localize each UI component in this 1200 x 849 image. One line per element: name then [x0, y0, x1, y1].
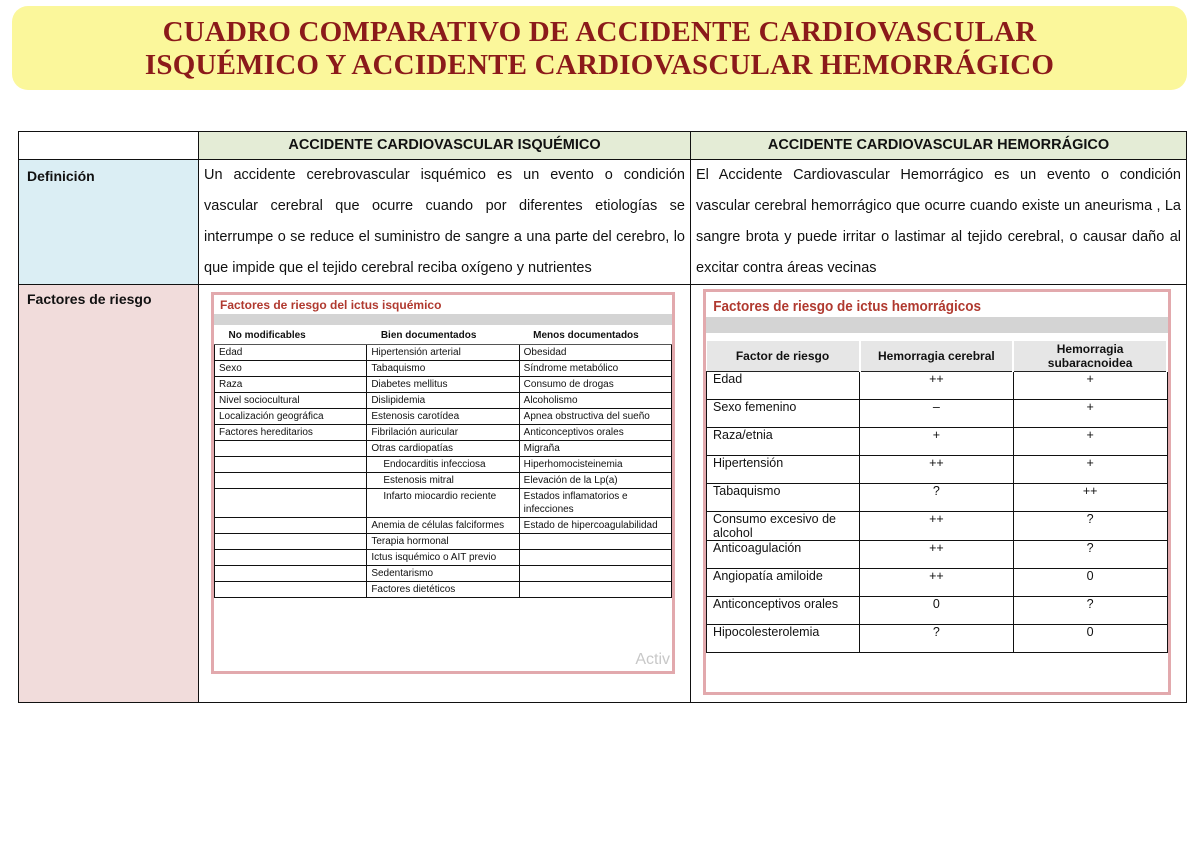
ischemic-table-row: [215, 425, 672, 441]
ischemic-cell: Terapia hormonal: [367, 534, 519, 550]
ischemic-cell: [519, 550, 671, 566]
hemorrhagic-cell: ++: [1013, 484, 1167, 512]
hemorrhagic-header-1: Factor de riesgo: [707, 341, 860, 372]
hemorrhagic-cell: 0: [1013, 625, 1167, 653]
header-isquemico: ACCIDENTE CARDIOVASCULAR ISQUÉMICO: [199, 132, 691, 160]
hemorrhagic-cell: +: [1013, 456, 1167, 484]
ischemic-cell: Elevación de la Lp(a): [519, 473, 671, 489]
ischemic-risk-figure: [211, 292, 675, 674]
ischemic-cell: Anemia de células falciformes: [367, 518, 519, 534]
ischemic-cell: Hiperhomocisteinemia: [519, 457, 671, 473]
ischemic-cell: Estenosis mitral: [367, 473, 519, 489]
ischemic-table-row: [215, 393, 672, 409]
ischemic-cell: Endocarditis infecciosa: [367, 457, 519, 473]
watermark-text: Activ: [635, 651, 670, 668]
ischemic-cell: Otras cardiopatías: [367, 441, 519, 457]
ischemic-table-row: [215, 409, 672, 425]
ischemic-cell: Migraña: [519, 441, 671, 457]
hemorrhagic-risk-figure: [703, 289, 1171, 695]
ischemic-cell: Hipertensión arterial: [367, 345, 519, 361]
ischemic-header-3: Menos documentados: [519, 325, 671, 345]
hemorrhagic-cell: +: [1013, 372, 1167, 400]
hemorrhagic-table-row: [707, 597, 1168, 625]
risk-isquemico-cell: [199, 285, 691, 703]
ischemic-header-1: No modificables: [215, 325, 367, 345]
hemorrhagic-cell: ++: [860, 569, 1014, 597]
definition-isquemico: Un accidente cerebrovascular isquémico es un evento o condición vascular cerebral que ocurre cuando por diferentes etiologías se interrumpe o se reduce el suministro de sangre a una parte del cerebro, lo que impide que el tejido cerebral reciba oxígeno y nutrientes: [199, 160, 691, 285]
ischemic-table-row: [215, 550, 672, 566]
ischemic-cell: Sexo: [215, 361, 367, 377]
ischemic-cell: [215, 441, 367, 457]
ischemic-table-row: [215, 441, 672, 457]
ischemic-cell: Fibrilación auricular: [367, 425, 519, 441]
hemorrhagic-figure-title: Factores de riesgo de ictus hemorrágicos: [713, 298, 982, 315]
hemorrhagic-table-row: [707, 569, 1168, 597]
ischemic-cell: Ictus isquémico o AIT previo: [367, 550, 519, 566]
ischemic-table-row: [215, 582, 672, 598]
hemorrhagic-table-row: [707, 484, 1168, 512]
hemorrhagic-table-row: [707, 541, 1168, 569]
hemorrhagic-cell: Consumo excesivo de alcohol: [707, 512, 860, 541]
hemorrhagic-cell: –: [860, 400, 1014, 428]
hemorrhagic-cell: ?: [1013, 597, 1167, 625]
hemorrhagic-table-row: [707, 428, 1168, 456]
hemorrhagic-cell: ++: [860, 512, 1014, 541]
ischemic-table-row: [215, 361, 672, 377]
ischemic-cell: Sedentarismo: [367, 566, 519, 582]
ischemic-cell: Factores hereditarios: [215, 425, 367, 441]
hemorrhagic-cell: 0: [860, 597, 1014, 625]
ischemic-table-row: [215, 518, 672, 534]
ischemic-cell: [215, 582, 367, 598]
ischemic-cell: Dislipidemia: [367, 393, 519, 409]
ischemic-table-row: [215, 489, 672, 518]
ischemic-cell: Tabaquismo: [367, 361, 519, 377]
hemorrhagic-cell: +: [1013, 400, 1167, 428]
header-hemorragico: ACCIDENTE CARDIOVASCULAR HEMORRÁGICO: [691, 132, 1187, 160]
risk-hemorragico-cell: [691, 285, 1187, 703]
risk-factors-row: [19, 285, 1187, 703]
title-banner: [12, 6, 1187, 90]
title-line-1: CUADRO COMPARATIVO DE ACCIDENTE CARDIOVASCULAR: [162, 16, 1037, 48]
definition-hemorragico: El Accidente Cardiovascular Hemorrágico es un evento o condición vascular cerebral hemorrágico que ocurre cuando existe un aneurisma , La sangre brota y puede irritar o lastimar al tejido cerebral, o causar daño al excitar contra áreas vecinas: [691, 160, 1187, 285]
hemorrhagic-cell: ?: [1013, 512, 1167, 541]
hemorrhagic-cell: Hipertensión: [707, 456, 860, 484]
hemorrhagic-cell: ++: [860, 541, 1014, 569]
comparison-table: [18, 131, 1187, 703]
ischemic-cell: [215, 518, 367, 534]
hemorrhagic-cell: Tabaquismo: [707, 484, 860, 512]
ischemic-cell: Nivel sociocultural: [215, 393, 367, 409]
ischemic-cell: Edad: [215, 345, 367, 361]
ischemic-cell: Localización geográfica: [215, 409, 367, 425]
ischemic-table-row: [215, 534, 672, 550]
hemorrhagic-cell: Edad: [707, 372, 860, 400]
ischemic-table-row: [215, 457, 672, 473]
hemorrhagic-risk-table: [706, 341, 1168, 653]
header-row: [19, 132, 1187, 160]
hemorrhagic-header-2: Hemorragia cerebral: [860, 341, 1014, 372]
ischemic-cell: Raza: [215, 377, 367, 393]
ischemic-risk-table: [214, 325, 672, 598]
hemorrhagic-cell: Sexo femenino: [707, 400, 860, 428]
hemorrhagic-table-row: [707, 400, 1168, 428]
hemorrhagic-cell: ?: [860, 484, 1014, 512]
hemorrhagic-cell: ?: [860, 625, 1014, 653]
hemorrhagic-cell: 0: [1013, 569, 1167, 597]
hemorrhagic-cell: ?: [1013, 541, 1167, 569]
hemorrhagic-cell: Angiopatía amiloide: [707, 569, 860, 597]
ischemic-cell: [215, 550, 367, 566]
ischemic-cell: [519, 566, 671, 582]
ischemic-cell: Alcoholismo: [519, 393, 671, 409]
definition-row: [19, 160, 1187, 285]
hemorrhagic-table-row: [707, 512, 1168, 541]
ischemic-cell: Obesidad: [519, 345, 671, 361]
hemorrhagic-table-row: [707, 625, 1168, 653]
ischemic-cell: [215, 534, 367, 550]
ischemic-header-2: Bien documentados: [367, 325, 519, 345]
ischemic-cell: [215, 489, 367, 518]
hemorrhagic-cell: Anticonceptivos orales: [707, 597, 860, 625]
ischemic-cell: Estado de hipercoagulabilidad: [519, 518, 671, 534]
ischemic-table-row: [215, 377, 672, 393]
ischemic-cell: [215, 457, 367, 473]
ischemic-cell: Consumo de drogas: [519, 377, 671, 393]
ischemic-table-row: [215, 345, 672, 361]
ischemic-figure-title: Factores de riesgo del ictus isquémico: [220, 298, 442, 312]
ischemic-cell: [519, 582, 671, 598]
hemorrhagic-cell: ++: [860, 372, 1014, 400]
ischemic-cell: Diabetes mellitus: [367, 377, 519, 393]
hemorrhagic-header-3: Hemorragia subaracnoidea: [1013, 341, 1167, 372]
ischemic-cell: [215, 473, 367, 489]
hemorrhagic-cell: Anticoagulación: [707, 541, 860, 569]
ischemic-cell: Síndrome metabólico: [519, 361, 671, 377]
ischemic-cell: [519, 534, 671, 550]
hemorrhagic-table-row: [707, 372, 1168, 400]
hemorrhagic-cell: Hipocolesterolemia: [707, 625, 860, 653]
hemorrhagic-cell: +: [860, 428, 1014, 456]
ischemic-cell: Anticonceptivos orales: [519, 425, 671, 441]
ischemic-cell: [215, 566, 367, 582]
ischemic-cell: Factores dietéticos: [367, 582, 519, 598]
hemorrhagic-figure-gray-band: [706, 317, 1168, 333]
ischemic-figure-gray-band: [214, 314, 672, 325]
ischemic-cell: Infarto miocardio reciente: [367, 489, 519, 518]
ischemic-cell: Apnea obstructiva del sueño: [519, 409, 671, 425]
hemorrhagic-table-row: [707, 456, 1168, 484]
risk-factors-label: Factores de riesgo: [19, 285, 199, 703]
ischemic-table-row: [215, 473, 672, 489]
ischemic-cell: Estados inflamatorios e infecciones: [519, 489, 671, 518]
ischemic-table-row: [215, 566, 672, 582]
hemorrhagic-cell: +: [1013, 428, 1167, 456]
hemorrhagic-cell: Raza/etnia: [707, 428, 860, 456]
hemorrhagic-cell: ++: [860, 456, 1014, 484]
ischemic-cell: Estenosis carotídea: [367, 409, 519, 425]
title-line-2: ISQUÉMICO Y ACCIDENTE CARDIOVASCULAR HEMORRÁGICO: [144, 49, 1055, 81]
header-empty-cell: [19, 132, 199, 160]
definition-label: Definición: [19, 160, 199, 285]
